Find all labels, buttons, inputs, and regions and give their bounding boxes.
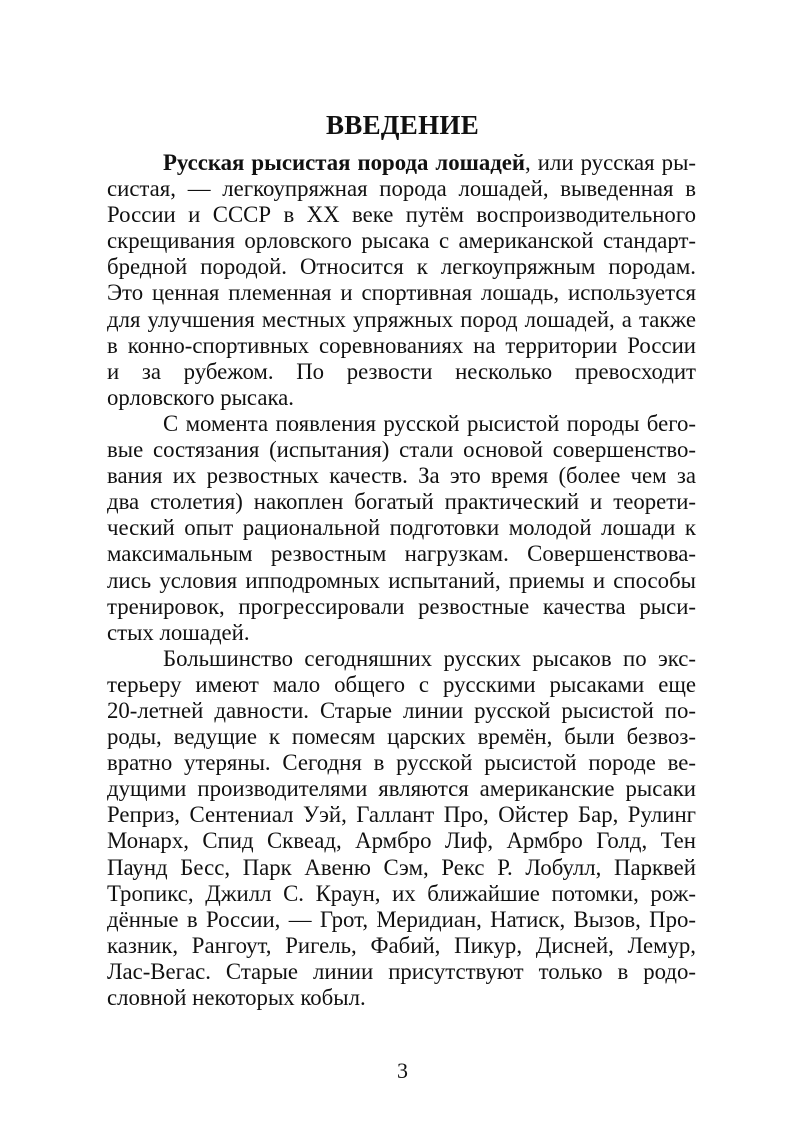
body-text [107, 150, 696, 1011]
text-line: Большинство сегодняшних русских рысаков по экс- [163, 645, 696, 671]
text-line: бредной породой. Относится к легкоупряжным породам. [107, 254, 696, 280]
text-line: максимальным резвостным нагрузкам. Совершенствова- [107, 541, 696, 567]
text-line: словной некоторых кобыл. [107, 985, 366, 1010]
text-line: дущими производителями являются американские рысаки [107, 776, 696, 802]
text-line: Лас-Вегас. Старые линии присутствуют только в родо- [107, 958, 696, 984]
paragraph-3 [107, 646, 696, 1011]
text-line: вые состязания (испытания) стали основой совершенство- [107, 437, 696, 463]
text-line [107, 150, 696, 176]
bold-term: Русская рысистая порода лошадей [163, 150, 526, 175]
text-line: тренировок, прогрессировали резвостные качества рыси- [107, 593, 696, 619]
text-line: Паунд Бесс, Парк Авеню Сэм, Рекс Р. Лобулл, Парквей [107, 854, 696, 880]
text-line: вания их резвостных качеств. За это время (более чем за [107, 463, 696, 489]
text-line: и за рубежом. По резвости несколько превосходит [107, 358, 696, 384]
text-line: Тропикс, Джилл С. Краун, их ближайшие потомки, рож- [107, 880, 696, 906]
text-line: России и СССР в XX веке путём воспроизводительного [107, 202, 696, 228]
text-line: в конно-спортивных соревнованиях на территории России [107, 332, 696, 358]
text-line: два столетия) накоплен богатый практический и теорети- [107, 489, 696, 515]
text-line: для улучшения местных упряжных пород лошадей, а также [107, 306, 696, 332]
text-line: Это ценная племенная и спортивная лошадь, используется [107, 280, 696, 306]
text-line: казник, Рангоут, Ригель, Фабий, Пикур, Дисней, Лемур, [107, 932, 696, 958]
text-line: стых лошадей. [107, 619, 250, 645]
text-line: ческий опыт рациональной подготовки молодой лошади к [107, 515, 696, 541]
paragraph-2 [107, 411, 696, 646]
page-number: 3 [397, 1058, 408, 1083]
text-line: вратно утеряны. Сегодня в русской рысистой породе ве- [107, 750, 696, 776]
text-line: 20-летней давности. Старые линии русской рысистой по- [107, 697, 696, 723]
text-line: скрещивания орловского рысака с американской стандарт- [107, 228, 696, 254]
paragraph-1 [107, 150, 696, 411]
text-line: роды, ведущие к помесям царских времён, были безвоз- [107, 724, 696, 750]
text-line: орловского рысака. [107, 384, 294, 410]
text-line: С момента появления русской рысистой породы бего- [163, 410, 696, 436]
text-line: терьеру имеют мало общего с русскими рысаками еще [107, 671, 696, 697]
text-line: Реприз, Сентениал Уэй, Галлант Про, Ойстер Бар, Рулинг [107, 802, 696, 828]
text-line: дённые в России, — Грот, Меридиан, Натиск, Вызов, Про- [107, 906, 696, 932]
chapter-heading: ВВЕДЕНИЕ [325, 110, 480, 140]
text-line: Монарх, Спид Сквеад, Армбро Лиф, Армбро Голд, Тен [107, 828, 696, 854]
text-line: систая, — легкоупряжная порода лошадей, выведенная в [107, 176, 696, 202]
text-run: , или русская ры- [525, 150, 696, 175]
text-line: лись условия ипподромных испытаний, приемы и способы [107, 567, 696, 593]
